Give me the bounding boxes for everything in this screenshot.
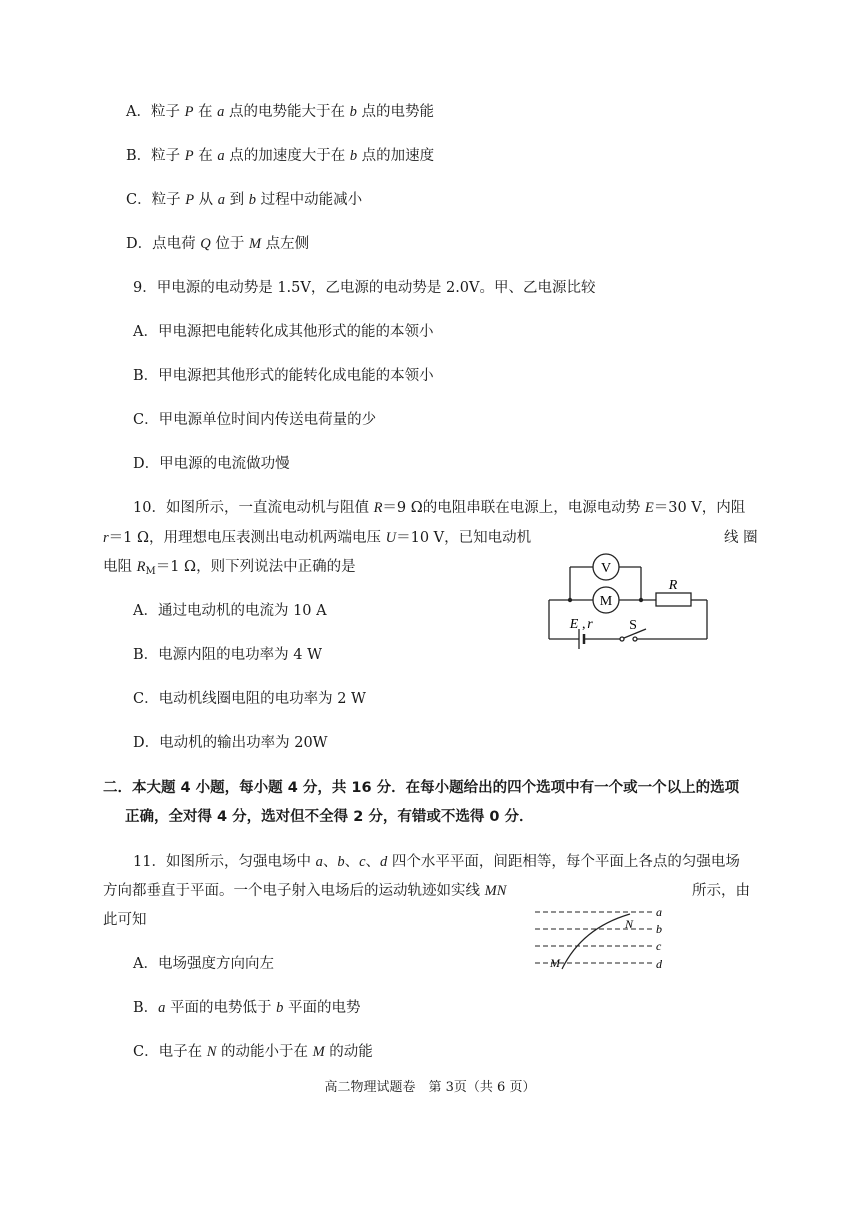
text: 点的电势能大于在 bbox=[224, 104, 350, 120]
var: MN bbox=[484, 883, 507, 899]
var: a bbox=[158, 1000, 166, 1016]
text: ＝1 Ω，则下列说法中正确的是 bbox=[155, 559, 356, 575]
field-planes-figure bbox=[530, 902, 675, 977]
plane-c-label: c bbox=[656, 939, 662, 953]
var: d bbox=[380, 854, 388, 870]
point-m-label: M bbox=[550, 956, 560, 970]
q11-option-c bbox=[133, 1042, 373, 1062]
text: 平面的电势 bbox=[283, 1000, 361, 1016]
junction-dot bbox=[568, 598, 572, 602]
subscript: M bbox=[145, 566, 156, 577]
q9-option-c: C．甲电源单位时间内传送电荷量的少 bbox=[133, 412, 377, 428]
q8-option-a bbox=[126, 102, 434, 122]
var: E bbox=[644, 500, 654, 516]
source-label: E bbox=[569, 617, 579, 632]
var: a bbox=[217, 104, 225, 120]
text: A．粒子 bbox=[126, 104, 185, 120]
section2-heading-line2: 正确，全对得 4 分，选对但不全得 2 分，有错或不选得 0 分． bbox=[125, 809, 534, 825]
section2-heading-line1: 二．本大题 4 小题，每小题 4 分，共 16 分．在每小题给出的四个选项中有一个或一个以上的选项 bbox=[103, 780, 740, 796]
motor-label: M bbox=[599, 594, 613, 609]
plane-b-label: b bbox=[656, 922, 662, 936]
var: M bbox=[248, 236, 262, 252]
var: P bbox=[184, 104, 194, 120]
var: Q bbox=[200, 236, 211, 252]
text: 位于 bbox=[210, 236, 249, 252]
var: R bbox=[136, 559, 146, 575]
resistor-icon bbox=[656, 593, 691, 606]
page-footer: 高二物理试题卷 第 3页（共 6 页） bbox=[324, 1080, 536, 1095]
q10-stem-line3 bbox=[103, 557, 356, 582]
var: P bbox=[184, 148, 194, 164]
q10-stem-line1 bbox=[133, 498, 745, 518]
circuit-diagram bbox=[540, 545, 720, 650]
text: C．粒子 bbox=[126, 192, 186, 208]
q10-option-a: A．通过电动机的电流为 10 A bbox=[133, 603, 327, 619]
var: U bbox=[385, 530, 397, 546]
switch-contact bbox=[633, 637, 637, 641]
text: ＝10 V，已知电动机 bbox=[396, 530, 532, 546]
q9-option-a: A．甲电源把电能转化成其他形式的能的本领小 bbox=[133, 324, 434, 340]
var: b bbox=[276, 1000, 284, 1016]
plane-d-label: d bbox=[656, 957, 662, 971]
switch-contact bbox=[620, 637, 624, 641]
text: 点的加速度大于在 bbox=[224, 148, 350, 164]
text: 10．如图所示，一直流电动机与阻值 bbox=[133, 500, 374, 516]
q10-stem-line2-tail: 线 圈 bbox=[724, 530, 758, 546]
text: 在 bbox=[193, 104, 218, 120]
q8-option-d bbox=[126, 234, 309, 254]
q11-stem-line2-tail: 所示，由 bbox=[692, 883, 750, 899]
var: b bbox=[337, 854, 345, 870]
text: 平面的电势低于 bbox=[165, 1000, 277, 1016]
q11-stem-line2 bbox=[103, 881, 506, 901]
q8-option-c bbox=[126, 190, 362, 210]
text: 四个水平平面，间距相等，每个平面上各点的匀强电场 bbox=[387, 854, 740, 870]
var: c bbox=[359, 854, 366, 870]
var: P bbox=[185, 192, 195, 208]
text: 在 bbox=[193, 148, 218, 164]
q10-option-c: C．电动机线圈电阻的电功率为 2 W bbox=[133, 691, 366, 707]
voltmeter-label: V bbox=[600, 561, 612, 576]
text: ＝1 Ω，用理想电压表测出电动机两端电压 bbox=[108, 530, 386, 546]
text: 、 bbox=[365, 854, 380, 870]
text: 、 bbox=[322, 854, 338, 870]
q9-stem: 9．甲电源的电动势是 1.5V，乙电源的电动势是 2.0V。甲、乙电源比较 bbox=[133, 280, 596, 296]
q11-option-b bbox=[133, 998, 360, 1018]
var: N bbox=[206, 1044, 217, 1060]
text: B．粒子 bbox=[126, 148, 185, 164]
text: 从 bbox=[194, 192, 218, 208]
q9-option-d: D．甲电源的电流做功慢 bbox=[133, 456, 290, 472]
var: M bbox=[312, 1044, 325, 1060]
source-r-label: r bbox=[587, 617, 593, 632]
text: 点的电势能 bbox=[356, 104, 434, 120]
comma: , bbox=[582, 617, 586, 632]
var: r bbox=[103, 530, 109, 546]
text: 方向都垂直于平面。一个电子射入电场后的运动轨迹如实线 bbox=[103, 883, 485, 899]
var: b bbox=[349, 148, 358, 164]
text: B． bbox=[133, 1000, 159, 1016]
q11-stem-line3: 此可知 bbox=[103, 912, 147, 928]
resistor-label: R bbox=[668, 578, 678, 593]
text: 点左侧 bbox=[261, 236, 310, 252]
q10-option-b: B．电源内阻的电功率为 4 W bbox=[133, 647, 323, 663]
q10-stem-line2 bbox=[103, 528, 531, 548]
text: 的动能 bbox=[324, 1044, 373, 1060]
text: 点的加速度 bbox=[357, 148, 435, 164]
text: 的动能小于在 bbox=[216, 1044, 313, 1060]
switch-label: S bbox=[629, 618, 637, 633]
text: 过程中动能减小 bbox=[256, 192, 363, 208]
text: 、 bbox=[344, 854, 360, 870]
var: a bbox=[217, 192, 226, 208]
var: R bbox=[373, 500, 383, 516]
text: 电阻 bbox=[103, 559, 137, 575]
var: a bbox=[315, 854, 323, 870]
text: ＝30 V，内阻 bbox=[653, 500, 746, 516]
q10-option-d: D．电动机的输出功率为 20W bbox=[133, 735, 328, 751]
var: b bbox=[248, 192, 257, 208]
q11-option-a: A．电场强度方向向左 bbox=[133, 956, 274, 972]
trajectory-mn bbox=[562, 914, 630, 969]
q8-option-b bbox=[126, 146, 434, 166]
plane-a-label: a bbox=[656, 905, 662, 919]
var: b bbox=[349, 104, 357, 120]
var: a bbox=[217, 148, 225, 164]
text: 到 bbox=[225, 192, 249, 208]
text: D．点电荷 bbox=[126, 236, 201, 252]
text: ＝9 Ω的电阻串联在电源上，电源电动势 bbox=[382, 500, 645, 516]
q9-option-b: B．甲电源把其他形式的能转化成电能的本领小 bbox=[133, 368, 434, 384]
q11-stem-line1 bbox=[133, 852, 740, 872]
text: C．电子在 bbox=[133, 1044, 207, 1060]
point-n-label: N bbox=[625, 917, 634, 931]
junction-dot bbox=[639, 598, 643, 602]
text: 11．如图所示，匀强电场中 bbox=[133, 854, 316, 870]
